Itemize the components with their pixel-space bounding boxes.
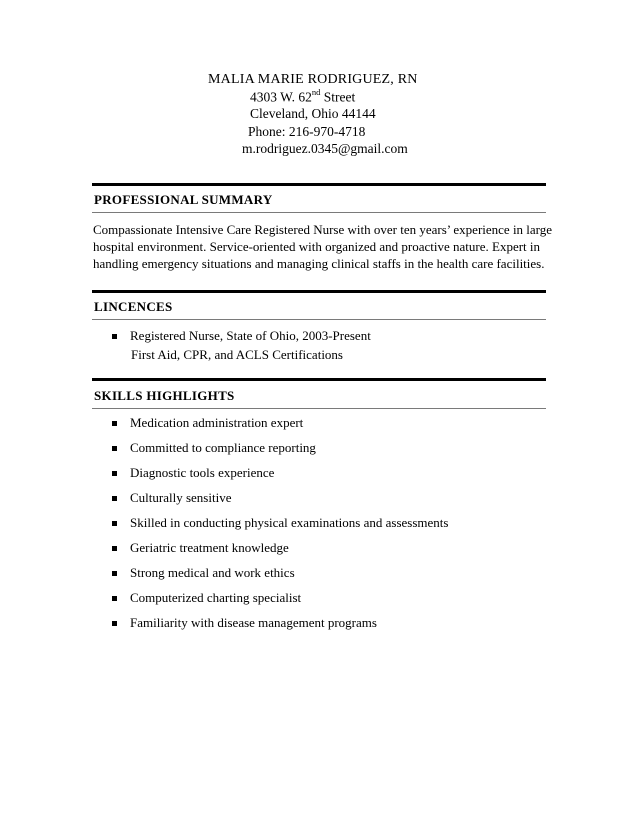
city-state-zip: Cleveland, Ohio 44144 (250, 106, 376, 121)
skill-text: Geriatric treatment knowledge (130, 540, 289, 555)
list-item: First Aid, CPR, and ACLS Certifications (131, 347, 343, 362)
licences-heading-rule (92, 319, 546, 320)
bullet-icon (112, 571, 117, 576)
bullet-icon (112, 446, 117, 451)
list-item (112, 440, 316, 456)
bullet-icon (112, 421, 117, 426)
skill-text: Familiarity with disease management programs (130, 615, 377, 630)
skills-heading: SKILLS HIGHLIGHTS (94, 388, 235, 403)
licence-text: Registered Nurse, State of Ohio, 2003-Present (130, 328, 371, 343)
skills-top-rule (92, 378, 546, 381)
list-item (112, 328, 371, 344)
list-item (112, 490, 231, 506)
skill-text: Medication administration expert (130, 415, 304, 430)
street-number: 4303 W. 62 (250, 89, 312, 105)
bullet-icon (112, 546, 117, 551)
street-name: Street (320, 89, 356, 105)
summary-line: Compassionate Intensive Care Registered Nurse with over ten years’ experience in large (93, 222, 553, 237)
summary-text (93, 221, 553, 272)
skill-text: Skilled in conducting physical examinations and assessments (130, 515, 449, 530)
candidate-name: MALIA MARIE RODRIGUEZ, RN (208, 72, 418, 87)
list-item (112, 415, 303, 431)
licences-top-rule (92, 290, 546, 293)
summary-line: hospital environment. Service-oriented with organized and proactive nature. Expert in (93, 239, 541, 254)
bullet-icon (112, 521, 117, 526)
summary-heading-rule (92, 212, 546, 213)
bullet-icon (112, 496, 117, 501)
skills-heading-rule (92, 408, 546, 409)
list-item (112, 515, 448, 531)
skill-text: Strong medical and work ethics (130, 565, 295, 580)
list-item (112, 540, 289, 556)
street-address (250, 88, 355, 106)
list-item (112, 465, 274, 481)
bullet-icon (112, 471, 117, 476)
skill-text: Committed to compliance reporting (130, 440, 316, 455)
skill-text: Diagnostic tools experience (130, 465, 275, 480)
summary-top-rule (92, 183, 546, 186)
street-ordinal-suffix: nd (311, 87, 321, 97)
list-item (112, 590, 301, 606)
bullet-icon (112, 596, 117, 601)
email-address: m.rodriguez.0345@gmail.com (242, 141, 408, 156)
licences-heading: LINCENCES (94, 299, 173, 314)
summary-line: handling emergency situations and managing clinical staffs in the health care facilities. (93, 256, 545, 271)
bullet-icon (112, 621, 117, 626)
skill-text: Culturally sensitive (130, 490, 232, 505)
summary-heading: PROFESSIONAL SUMMARY (94, 192, 273, 207)
bullet-icon (112, 334, 117, 339)
phone-number: Phone: 216-970-4718 (248, 124, 366, 139)
skill-text: Computerized charting specialist (130, 590, 302, 605)
list-item (112, 615, 377, 631)
list-item (112, 565, 295, 581)
